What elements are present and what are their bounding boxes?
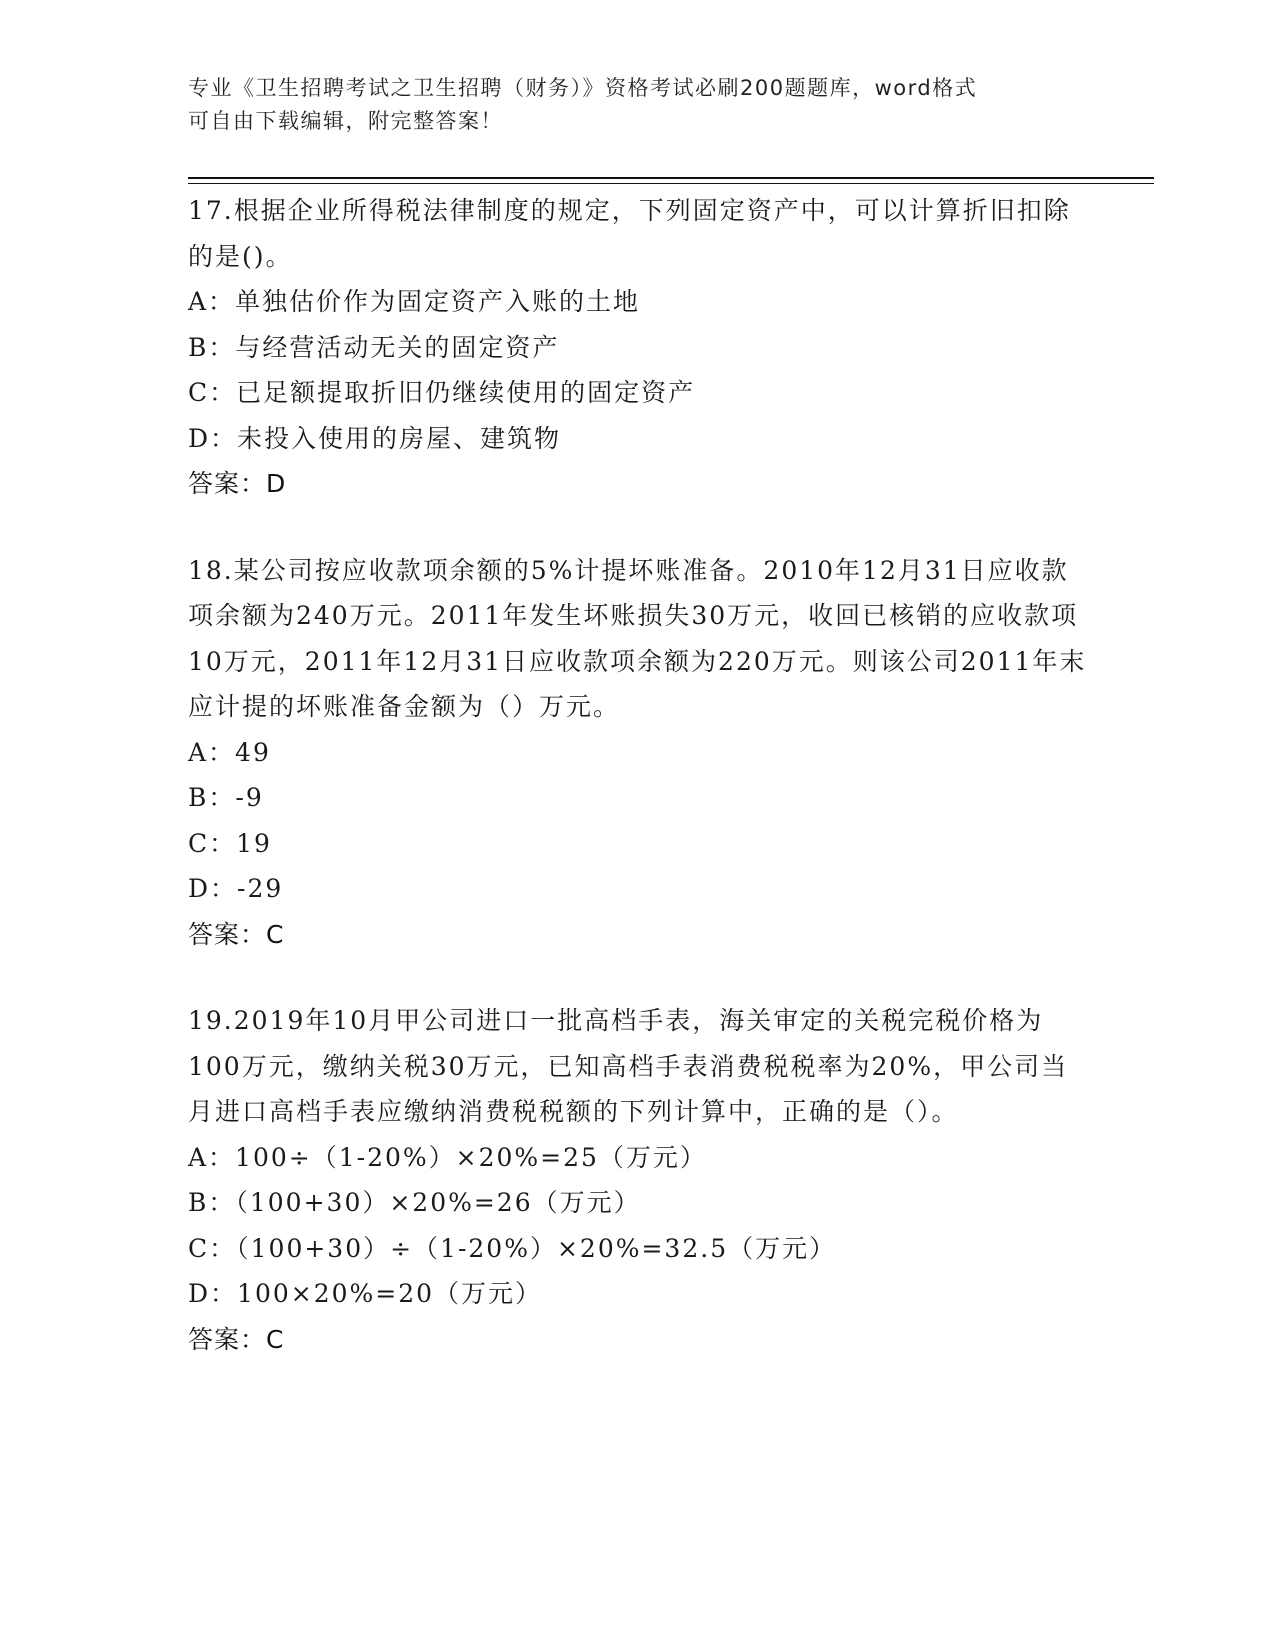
header-line-1: 专业《卫生招聘考试之卫生招聘（财务）》资格考试必刷200题题库，word格式	[188, 76, 978, 100]
option-c: C：已足额提取折旧仍继续使用的固定资产	[188, 378, 696, 407]
option-b: B：（100+30）×20%=26（万元）	[188, 1188, 641, 1217]
header-rule-thin	[188, 183, 1154, 184]
option-d: D：-29	[188, 874, 284, 903]
answer: 答案：C	[188, 919, 285, 949]
question-text: 17.根据企业所得税法律制度的规定，下列固定资产中，可以计算折旧扣除的是()。	[188, 196, 1071, 271]
option-b: B：与经营活动无关的固定资产	[188, 332, 560, 362]
question-text: 18.某公司按应收款项余额的5%计提坏账准备。2010年12月31日应收款项余额为240万元。2011年发生坏账损失30万元，收回已核销的应收款项10万元，2011年12月31日应收款项余额为220万元。则该公司2011年末应计提的坏账准备金额为（）万元。	[188, 555, 1087, 721]
option-c: C：（100+30）÷（1-20%）×20%=32.5（万元）	[188, 1233, 837, 1263]
option-c: C：19	[188, 828, 272, 858]
option-a: A：100÷（1-20%）×20%=25（万元）	[188, 1142, 707, 1172]
option-a: A：单独估价作为固定资产入账的土地	[188, 287, 641, 316]
header-line-2: 可自由下载编辑，附完整答案！	[188, 109, 503, 133]
option-d: D：100×20%=20（万元）	[188, 1279, 543, 1308]
document-header	[188, 72, 1068, 138]
question-17	[188, 188, 1088, 507]
question-text: 19.2019年10月甲公司进口一批高档手表，海关审定的关税完税价格为100万元，缴纳关税30万元，已知高档手表消费税税率为20%，甲公司当月进口高档手表应缴纳消费税税额的下列计算中，正确的是（）。	[188, 1006, 1069, 1126]
question-list	[188, 188, 1088, 1403]
question-19	[188, 998, 1088, 1362]
header-rule-thick	[188, 177, 1154, 179]
answer: 答案：D	[188, 469, 287, 498]
answer: 答案：C	[188, 1324, 285, 1354]
question-18	[188, 548, 1088, 958]
option-d: D：未投入使用的房屋、建筑物	[188, 423, 562, 453]
option-b: B：-9	[188, 783, 264, 812]
option-a: A：49	[188, 737, 271, 767]
